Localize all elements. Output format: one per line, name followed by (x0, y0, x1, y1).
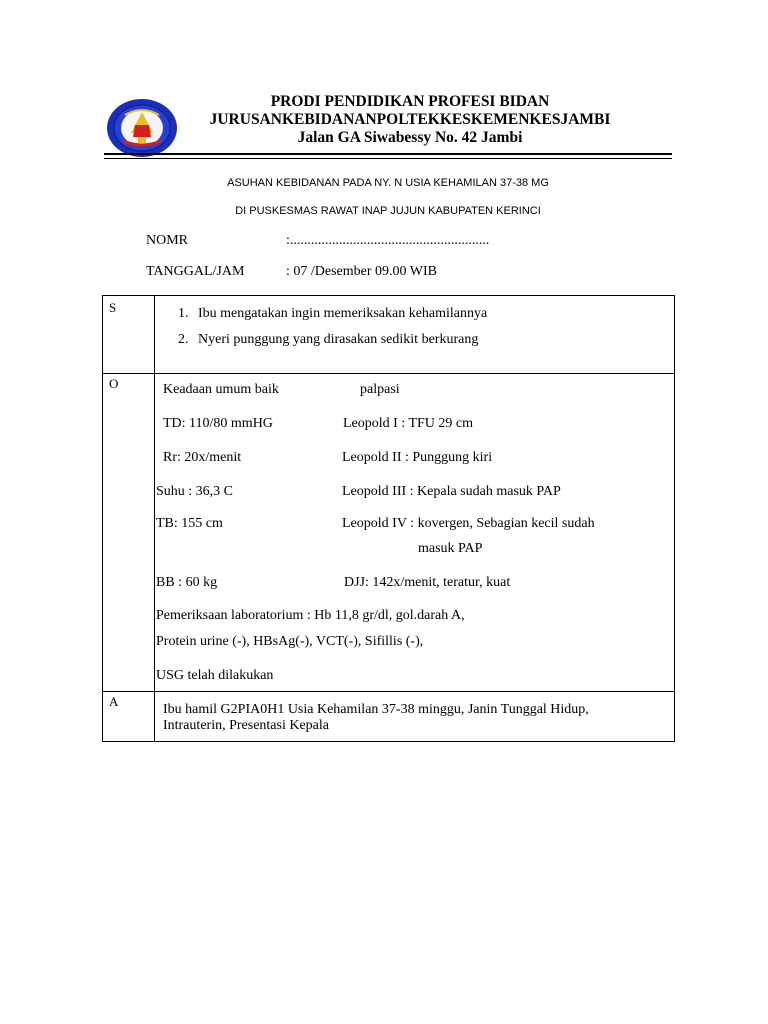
a-assessment-line-1: Ibu hamil G2PIA0H1 Usia Kehamilan 37-38 minggu, Janin Tunggal Hidup, (163, 702, 589, 717)
soap-column-divider (154, 296, 155, 741)
s-list-item: 1. Ibu mengatakan ingin memeriksakan kehamilannya (178, 306, 488, 321)
soap-table (102, 295, 675, 742)
o-leopold-1: Leopold I : TFU 29 cm (343, 416, 474, 431)
o-tb: TB: 155 cm (156, 516, 223, 531)
soap-row-divider-s-o (103, 373, 674, 374)
tanggal-value: : 07 /Desember 09.00 WIB (286, 264, 437, 279)
o-palpasi-heading: palpasi (360, 382, 400, 397)
o-keadaan-umum: Keadaan umum baik (163, 382, 279, 397)
s-list-item: 2. Nyeri punggung yang dirasakan sedikit berkurang (178, 332, 479, 347)
header-line-1: PRODI PENDIDIKAN PROFESI BIDAN (270, 93, 550, 110)
header-divider-thick (104, 153, 672, 155)
o-suhu: Suhu : 36,3 C (156, 484, 234, 499)
o-rr: Rr: 20x/menit (163, 450, 242, 465)
header-divider-thin (104, 158, 672, 159)
a-assessment-line-2: Intrauterin, Presentasi Kepala (163, 718, 329, 733)
o-usg: USG telah dilakukan (156, 668, 274, 683)
header-line-2: JURUSANKEBIDANANPOLTEKKESKEMENKESJAMBI (209, 111, 611, 128)
o-lab-line-1: Pemeriksaan laboratorium : Hb 11,8 gr/dl, gol.darah A, (156, 608, 465, 623)
document-title-line-2: DI PUSKESMAS RAWAT INAP JUJUN KABUPATEN KERINCI (235, 205, 541, 217)
o-leopold-4-cont: masuk PAP (418, 541, 483, 556)
header-line-3: Jalan GA Siwabessy No. 42 Jambi (297, 129, 523, 146)
soap-row-divider-o-a (103, 691, 674, 692)
institution-logo-icon (105, 97, 179, 159)
nomr-label: NOMR (146, 233, 189, 248)
o-td: TD: 110/80 mmHG (163, 416, 273, 431)
soap-o-label: O (109, 376, 119, 391)
soap-s-label: S (109, 300, 117, 315)
document-title-line-1: ASUHAN KEBIDANAN PADA NY. N USIA KEHAMILAN 37-38 MG (227, 177, 549, 189)
o-leopold-4: Leopold IV : kovergen, Sebagian kecil sudah (342, 516, 595, 531)
o-djj: DJJ: 142x/menit, teratur, kuat (344, 575, 511, 590)
tanggal-label: TANGGAL/JAM (146, 264, 245, 279)
o-leopold-3: Leopold III : Kepala sudah masuk PAP (342, 484, 561, 499)
soap-a-label: A (109, 694, 119, 709)
o-lab-line-2: Protein urine (-), HBsAg(-), VCT(-), Sifillis (-), (156, 634, 424, 649)
o-leopold-2: Leopold II : Punggung kiri (342, 450, 493, 465)
nomr-value: :......................................................... (286, 233, 490, 248)
o-bb: BB : 60 kg (156, 575, 218, 590)
